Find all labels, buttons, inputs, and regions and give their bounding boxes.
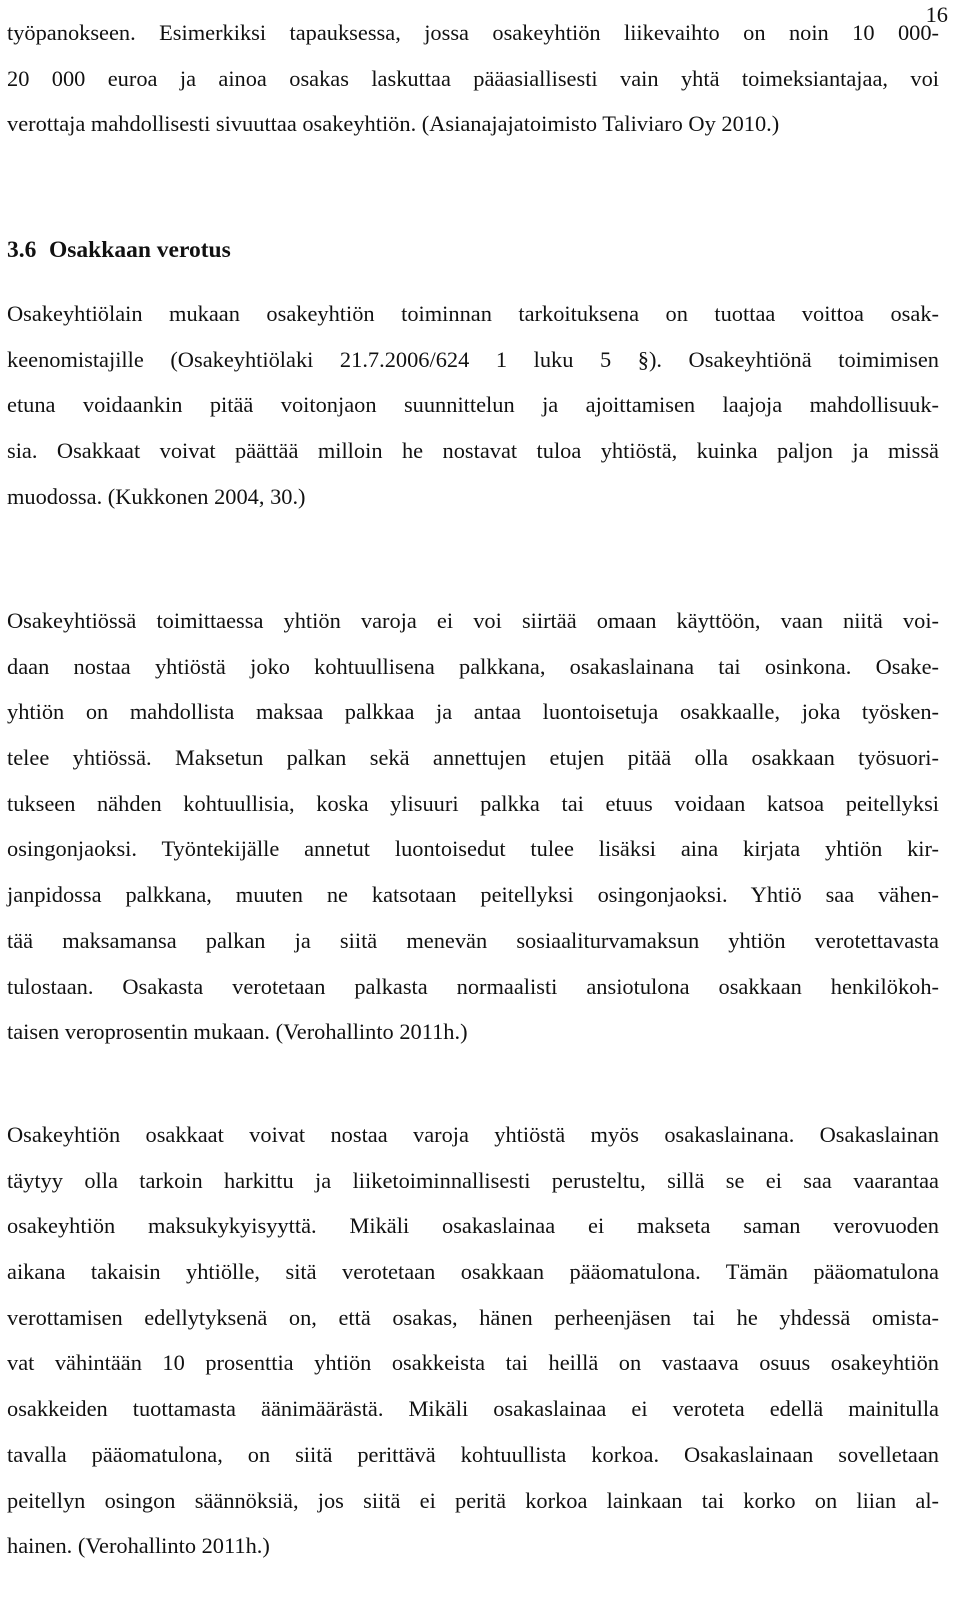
text-line: tavalla pääomatulona, on siitä perittävä kohtuullista korkoa. Osakaslainaan sovelletaan <box>7 1441 939 1467</box>
text-line: daan nostaa yhtiöstä joko kohtuullisena palkkana, osakaslainana tai osinkona. Osake- <box>7 653 939 679</box>
text-line: keenomistajille (Osakeyhtiölaki 21.7.2006/624 1 luku 5 §). Osakeyhtiönä toimimisen <box>7 346 939 372</box>
text-line: osakeyhtiön maksukykyisyyttä. Mikäli osakaslainaa ei makseta saman verovuoden <box>7 1213 939 1239</box>
text-line: Osakeyhtiön osakkaat voivat nostaa varoja yhtiöstä myös osakaslainana. Osakaslainan <box>7 1122 939 1147</box>
paragraph-2 <box>7 598 939 1055</box>
section-heading <box>7 230 231 270</box>
text-line: osingonjaoksi. Työntekijälle annetut luontoisedut tulee lisäksi aina kirjata yhtiön kir- <box>7 836 939 862</box>
text-line: verottamisen edellytyksenä on, että osakas, hänen perheenjäsen tai he yhdessä omista- <box>7 1304 939 1330</box>
text-line: verottaja mahdollisesti sivuuttaa osakeyhtiön. (Asianajajatoimisto Taliviaro Oy 2010.) <box>7 111 780 137</box>
text-line: peitellyn osingon säännöksiä, jos siitä ei peritä korkoa lainkaan tai korko on liian al- <box>7 1487 939 1513</box>
section-number: 3.6 <box>7 237 37 263</box>
paragraph-intro <box>7 10 939 147</box>
paragraph-1 <box>7 291 939 519</box>
text-line: taisen veroprosentin mukaan. (Verohallinto 2011h.) <box>7 1019 468 1045</box>
paragraph-3 <box>7 1112 939 1569</box>
text-line: tukseen nähden kohtuullisia, koska ylisuuri palkka tai etuus voidaan katsoa peitellyksi <box>7 790 939 816</box>
text-line: muodossa. (Kukkonen 2004, 30.) <box>7 483 306 509</box>
text-line: yhtiön on mahdollista maksaa palkkaa ja antaa luontoisetuja osakkaalle, joka työsken- <box>7 699 939 725</box>
text-line: hainen. (Verohallinto 2011h.) <box>7 1533 270 1559</box>
text-line: janpidossa palkkana, muuten ne katsotaan peitellyksi osingonjaoksi. Yhtiö saa vähen- <box>7 882 939 908</box>
page-number: 16 <box>925 2 948 27</box>
text-line: 20 000 euroa ja ainoa osakas laskuttaa pääasiallisesti vain yhtä toimeksiantajaa, voi <box>7 65 939 91</box>
text-line: tulostaan. Osakasta verotetaan palkasta normaalisti ansiotulona osakkaan henkilökoh- <box>7 973 939 999</box>
text-line: sia. Osakkaat voivat päättää milloin he nostavat tuloa yhtiöstä, kuinka paljon ja missä <box>7 438 939 464</box>
text-line: osakkeiden tuottamasta äänimäärästä. Mikäli osakaslainaa ei veroteta edellä mainitulla <box>7 1396 939 1422</box>
text-line: tää maksamansa palkan ja siitä menevän sosiaaliturvamaksun yhtiön verotettavasta <box>7 927 939 953</box>
text-line: täytyy olla tarkoin harkittu ja liiketoiminnallisesti perusteltu, sillä se ei saa vaarantaa <box>7 1167 939 1193</box>
text-line: aikana takaisin yhtiölle, sitä verotetaan osakkaan pääomatulona. Tämän pääomatulona <box>7 1259 939 1285</box>
text-line: Osakeyhtiössä toimittaessa yhtiön varoja ei voi siirtää omaan käyttöön, vaan niitä voi- <box>7 608 939 633</box>
section-title: Osakkaan verotus <box>49 237 231 263</box>
text-line: työpanokseen. Esimerkiksi tapauksessa, jossa osakeyhtiön liikevaihto on noin 10 000- <box>7 20 939 45</box>
text-line: etuna voidaankin pitää voitonjaon suunnittelun ja ajoittamisen laajoja mahdollisuuk- <box>7 392 939 418</box>
text-line: Osakeyhtiölain mukaan osakeyhtiön toiminnan tarkoituksena on tuottaa voittoa osak- <box>7 301 939 326</box>
text-line: telee yhtiössä. Maksetun palkan sekä annettujen etujen pitää olla osakkaan työsuori- <box>7 745 939 771</box>
text-line: vat vähintään 10 prosenttia yhtiön osakkeista tai heillä on vastaava osuus osakeyhtiön <box>7 1350 939 1376</box>
